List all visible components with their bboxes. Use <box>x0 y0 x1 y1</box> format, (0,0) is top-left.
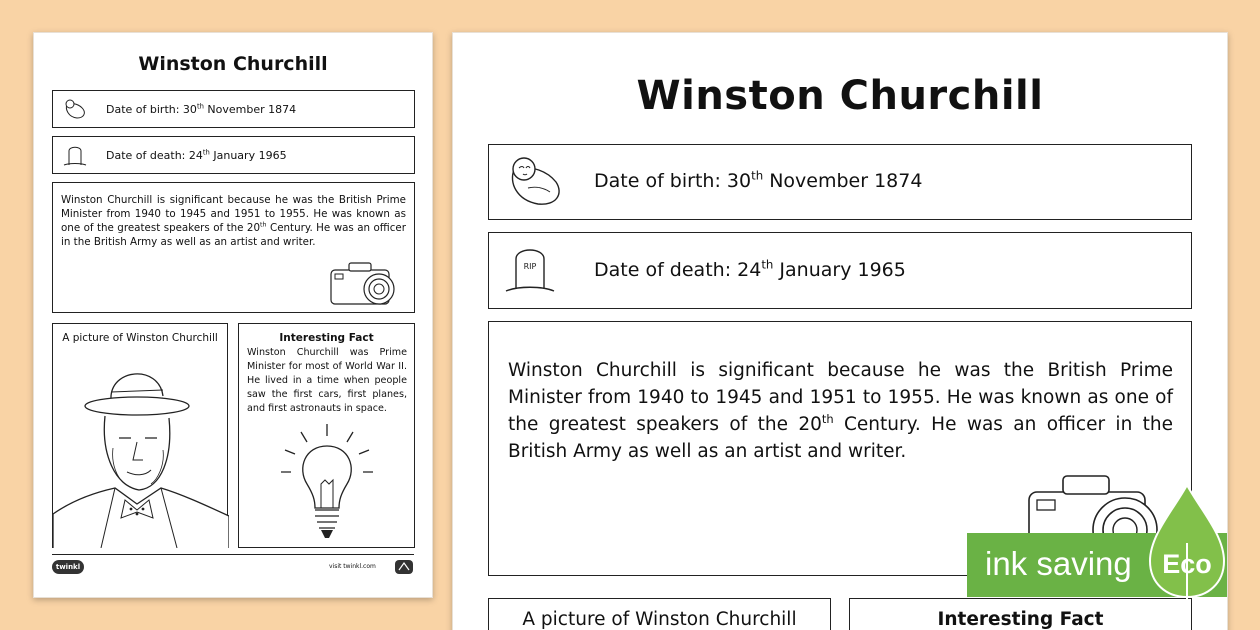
camera-icon <box>329 258 401 308</box>
baby-icon <box>506 154 564 208</box>
thumbnail-birth-row <box>52 90 415 128</box>
thumbnail-birth-text: Date of birth: 30th November 1874 <box>106 102 297 116</box>
thumbnail-significance-text: Winston Churchill is significant because he was the British Prime Minister from 1940 to 1945 and 1951 to 1955. He was known as one of the greatest speakers of the 20th Century. He was an officer in the British Army as well as an artist and writer. <box>61 194 406 248</box>
lightbulb-icon <box>279 422 375 540</box>
worksheet-title: Winston Churchill <box>636 73 1044 119</box>
birth-text: Date of birth: 30th November 1874 <box>594 168 923 192</box>
death-text: Date of death: 24th January 1965 <box>594 257 906 281</box>
death-row <box>488 232 1192 309</box>
thumbnail-footer-rule <box>52 554 414 555</box>
thumbnail-fact-heading: Interesting Fact <box>279 332 374 344</box>
churchill-portrait-illustration <box>53 354 229 548</box>
thumbnail-footer-url: visit twinkl.com <box>329 563 376 570</box>
eco-leaf-drop-icon <box>1148 483 1226 623</box>
thumbnail-title: Winston Churchill <box>138 53 328 75</box>
thumbnail-death-row <box>52 136 415 174</box>
thumbnail-significance-box <box>52 182 415 313</box>
tombstone-rip-text: RIP <box>523 262 537 271</box>
thumbnail-fact-box <box>238 323 415 548</box>
thumbnail-worksheet <box>33 32 433 598</box>
thumbnail-death-text: Date of death: 24th January 1965 <box>106 148 287 162</box>
picture-box <box>488 598 831 630</box>
fact-box <box>849 598 1192 630</box>
twinkl-logo: twinkl <box>52 560 84 574</box>
tombstone-icon <box>63 143 87 169</box>
thumbnail-fact-text: Winston Churchill was Prime Minister for most of World War II. He lived in a time when people saw the first cars, first planes, and first astronauts in space. <box>247 347 407 414</box>
twinkl-badge-icon <box>394 557 414 577</box>
thumbnail-picture-box <box>52 323 228 548</box>
eco-label: Eco <box>1162 549 1212 579</box>
fact-heading: Interesting Fact <box>937 609 1104 630</box>
picture-heading: A picture of Winston Churchill <box>522 609 797 630</box>
tombstone-icon <box>504 243 556 299</box>
ink-saving-label: ink saving <box>985 545 1132 582</box>
thumbnail-picture-heading: A picture of Winston Churchill <box>62 332 218 344</box>
baby-icon <box>63 98 87 120</box>
birth-row <box>488 144 1192 220</box>
significance-text: Winston Churchill is significant because he was the British Prime Minister from 1940 to 1945 and 1951 to 1955. He was known as one of the greatest speakers of the 20th Century. He was an officer in the British Army as well as an artist and writer. <box>508 360 1174 462</box>
